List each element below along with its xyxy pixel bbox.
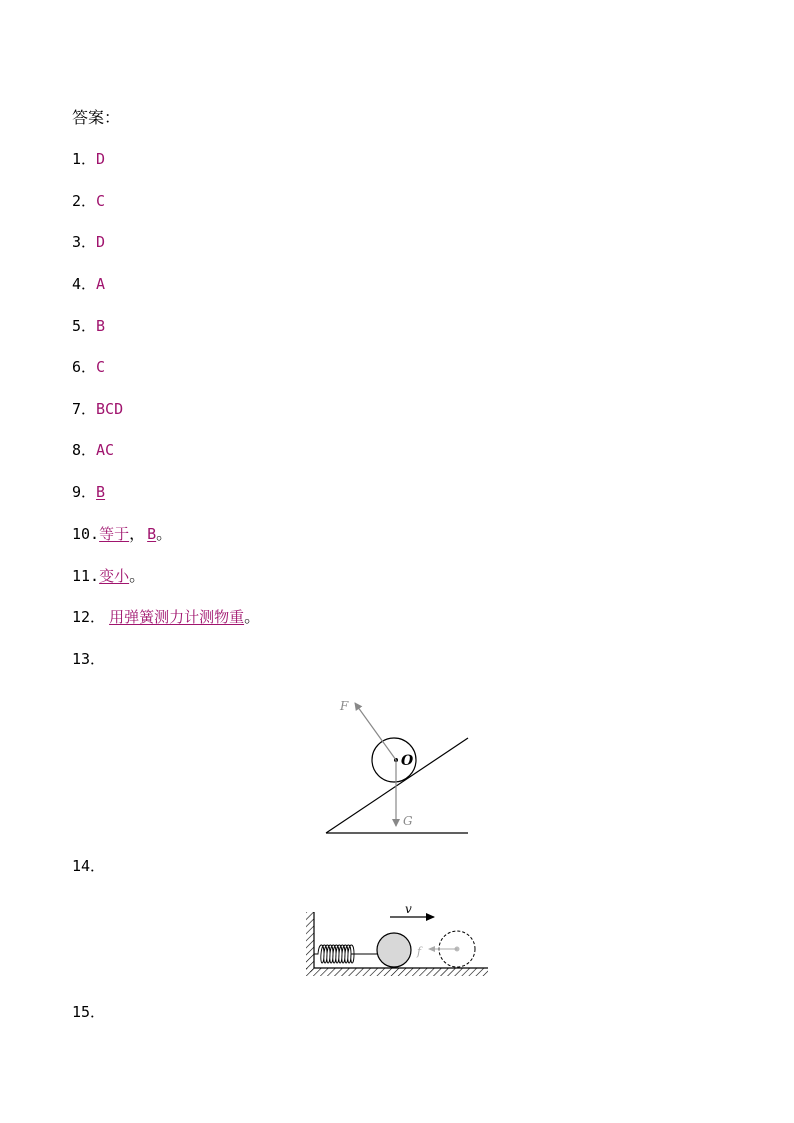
wall-hatching	[306, 912, 314, 972]
answer-number: 8．	[72, 441, 97, 459]
answer-1	[72, 149, 105, 169]
period: 。	[129, 566, 146, 585]
answer-15	[72, 1002, 105, 1022]
figure-spring-ball	[302, 902, 492, 982]
force-label-f: F	[340, 699, 349, 713]
period: 。	[156, 524, 173, 543]
floor-hatching	[306, 968, 488, 976]
answer-value: 变小	[99, 567, 130, 585]
answer-heading: 答案：	[72, 108, 121, 127]
answer-number: 6．	[72, 358, 97, 376]
velocity-label-v: v	[405, 902, 412, 916]
answer-12	[72, 607, 260, 627]
answer-value: B	[96, 483, 106, 501]
answer-number: 13．	[72, 650, 106, 668]
answer-value: BCD	[96, 400, 124, 418]
center-label-o: O	[401, 753, 414, 769]
answer-2	[72, 191, 105, 211]
answer-number: 15．	[72, 1003, 106, 1021]
answer-number: 2．	[72, 192, 97, 210]
answer-value: 等于	[99, 525, 130, 543]
answer-number: 11.	[72, 567, 100, 585]
answer-11	[72, 566, 145, 586]
answer-8	[72, 440, 114, 460]
answer-4	[72, 274, 105, 294]
answer-number: 7．	[72, 400, 97, 418]
period: 。	[244, 607, 261, 626]
answer-number: 5．	[72, 317, 97, 335]
figure-ball-on-incline	[320, 690, 490, 840]
answer-value: 用弹簧测力计测物重	[109, 608, 245, 626]
answer-6	[72, 357, 105, 377]
answer-14	[72, 856, 105, 876]
answer-value: A	[96, 275, 106, 293]
spring	[314, 945, 377, 963]
friction-label-f: f	[417, 945, 422, 958]
answer-value: C	[96, 192, 106, 210]
answer-value: C	[96, 358, 106, 376]
answer-value: AC	[96, 441, 115, 459]
answer-13	[72, 649, 105, 669]
ball-solid	[377, 933, 411, 967]
answer-5	[72, 316, 105, 336]
separator: ，	[129, 524, 146, 543]
answer-7	[72, 399, 123, 419]
answer-number: 1．	[72, 150, 97, 168]
answer-9	[72, 482, 105, 502]
answer-value: D	[96, 150, 106, 168]
answer-number: 4．	[72, 275, 97, 293]
answer-number: 14．	[72, 857, 106, 875]
answer-value: B	[96, 317, 106, 335]
answer-number: 12．	[72, 608, 106, 626]
answer-number: 9．	[72, 483, 97, 501]
answer-number: 3．	[72, 233, 97, 251]
answer-10	[72, 524, 172, 544]
answer-3	[72, 232, 105, 252]
answer-value: B	[147, 525, 157, 543]
answer-value: D	[96, 233, 106, 251]
answer-number: 10.	[72, 525, 100, 543]
gravity-label-g: G	[403, 814, 413, 828]
